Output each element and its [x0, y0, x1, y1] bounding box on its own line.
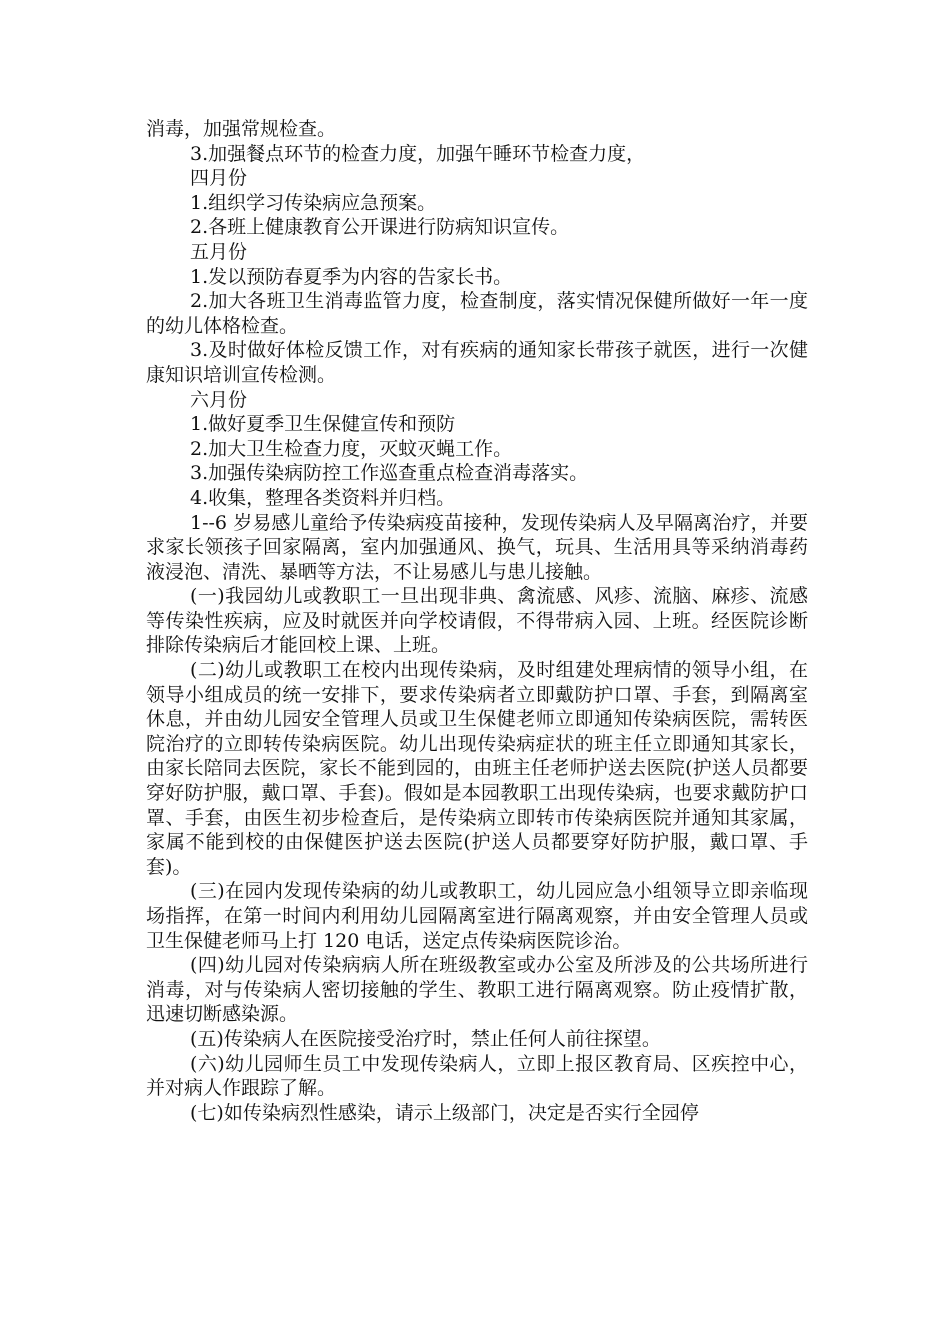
paragraph-1: 3.加强餐点环节的检查力度，加强午睡环节检查力度， [190, 142, 646, 165]
paragraph-9: 六月份 [190, 388, 248, 411]
paragraph-11: 2.加大卫生检查力度，灭蚊灭蝇工作。 [190, 437, 513, 460]
paragraph-10: 1.做好夏季卫生保健宣传和预防 [190, 413, 456, 436]
paragraph-14: 1--6 岁易感儿童给予传染病疫苗接种，发现传染病人及早隔离治疗，并要求家长领孩子回家隔离，室内加强通风、换气，玩具、生活用具等采纳消毒药液浸泡、清洗、暴晒等方法，不让易感儿与患儿接触。 [146, 511, 808, 583]
paragraph-21: (七)如传染病烈性感染，请示上级部门，决定是否实行全园停 [190, 1101, 699, 1124]
paragraph-17: (三)在园内发现传染病的幼儿或教职工，幼儿园应急小组领导立即亲临现场指挥，在第一时间内利用幼儿园隔离室进行隔离观察，并由安全管理人员或卫生保健老师马上打 120 电话，送定点传染病医院诊治。 [146, 880, 808, 952]
paragraph-0: 消毒，加强常规检查。 [146, 118, 337, 140]
document-body [146, 117, 808, 1125]
paragraph-20: (六)幼儿园师生员工中发现传染病人，立即上报区教育局、区疾控中心，并对病人作跟踪了解。 [146, 1052, 808, 1100]
paragraph-16: (二)幼儿或教职工在校内出现传染病，及时组建处理病情的领导小组，在领导小组成员的统一安排下，要求传染病者立即戴防护口罩、手套，到隔离室休息，并由幼儿园安全管理人员或卫生保健老师立即通知传染病医院，需转医院治疗的立即转传染病医院。幼儿出现传染病症状的班主任立即通知其家长，由家长陪同去医院，家长不能到园的，由班主任老师护送去医院(护送人员都要穿好防护服，戴口罩、手套)。假如是本园教职工出现传染病，也要求戴防护口罩、手套，由医生初步检查后，是传染病立即转市传染病医院并通知其家属，家属不能到校的由保健医护送去医院(护送人员都要穿好防护服，戴口罩、手套)。 [146, 659, 808, 878]
paragraph-6: 1.发以预防春夏季为内容的告家长书。 [190, 265, 513, 288]
paragraph-12: 3.加强传染病防控工作巡查重点检查消毒落实。 [190, 462, 589, 485]
paragraph-3: 1.组织学习传染病应急预案。 [190, 191, 437, 214]
paragraph-4: 2.各班上健康教育公开课进行防病知识宣传。 [190, 216, 570, 239]
paragraph-15: (一)我园幼儿或教职工一旦出现非典、禽流感、风疹、流脑、麻疹、流感等传染性疾病，应及时就医并向学校请假，不得带病入园、上班。经医院诊断排除传染病后才能回校上课、上班。 [146, 585, 808, 657]
paragraph-8: 3.及时做好体检反馈工作，对有疾病的通知家长带孩子就医，进行一次健康知识培训宣传检测。 [146, 339, 808, 386]
paragraph-7: 2.加大各班卫生消毒监管力度，检查制度，落实情况保健所做好一年一度的幼儿体格检查。 [146, 290, 808, 337]
paragraph-19: (五)传染病人在医院接受治疗时，禁止任何人前往探望。 [190, 1027, 661, 1050]
paragraph-2: 四月份 [190, 167, 248, 190]
paragraph-5: 五月份 [190, 240, 248, 263]
paragraph-13: 4.收集，整理各类资料并归档。 [190, 486, 456, 509]
paragraph-18: (四)幼儿园对传染病病人所在班级教室或办公室及所涉及的公共场所进行消毒，对与传染病人密切接触的学生、教职工进行隔离观察。防止疫情扩散，迅速切断感染源。 [146, 954, 808, 1026]
